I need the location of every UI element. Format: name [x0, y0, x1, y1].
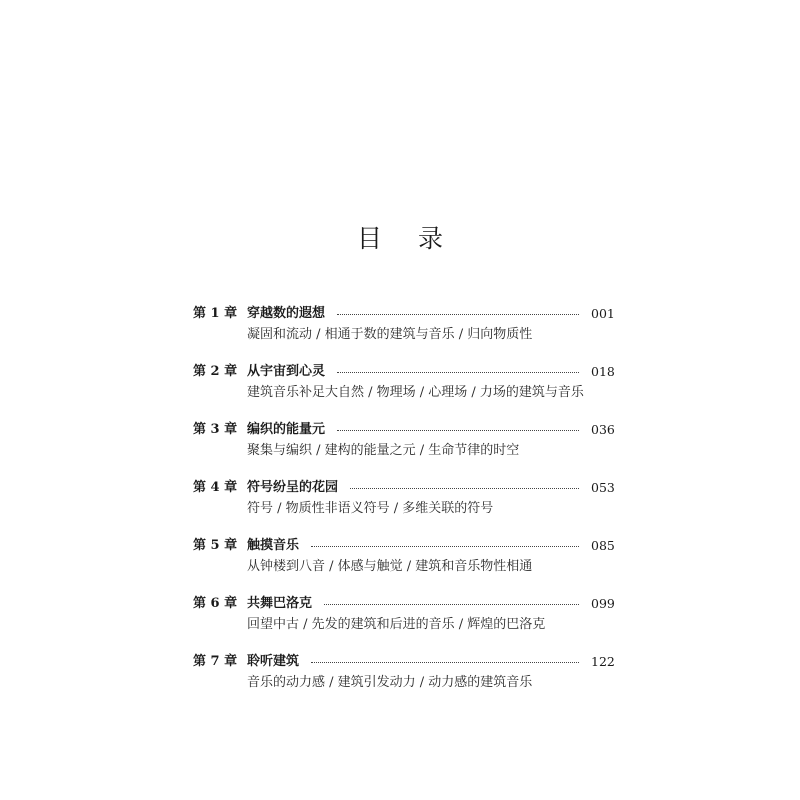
chapter-subtitle: 音乐的动力感 / 建筑引发动力 / 动力感的建筑音乐 — [247, 675, 533, 690]
chapter-title[interactable]: 编织的能量元 — [247, 422, 326, 437]
chapter-number: 第 5 章 — [193, 538, 238, 553]
page-number: 001 — [591, 306, 615, 321]
page-number: 018 — [591, 364, 615, 379]
toc-entry-6[interactable] — [193, 593, 613, 651]
toc-entry-3[interactable] — [193, 419, 613, 477]
toc-entry-5[interactable] — [193, 535, 613, 593]
chapter-subtitle: 聚集与编织 / 建构的能量之元 / 生命节律的时空 — [247, 443, 520, 458]
dot-leader — [311, 662, 579, 663]
page-number: 122 — [591, 654, 615, 669]
toc-entry-2[interactable] — [193, 361, 613, 419]
dot-leader — [337, 372, 579, 373]
chapter-title[interactable]: 共舞巴洛克 — [247, 596, 313, 611]
chapter-number: 第 1 章 — [193, 306, 238, 321]
page-number: 036 — [591, 422, 615, 437]
toc-entry-7[interactable] — [193, 651, 613, 709]
dot-leader — [337, 314, 579, 315]
chapter-title[interactable]: 从宇宙到心灵 — [247, 364, 326, 379]
dot-leader — [324, 604, 579, 605]
chapter-number: 第 4 章 — [193, 480, 238, 495]
chapter-number: 第 2 章 — [193, 364, 238, 379]
chapter-number: 第 6 章 — [193, 596, 238, 611]
toc-entry-1[interactable] — [193, 303, 613, 361]
chapter-number: 第 3 章 — [193, 422, 238, 437]
chapter-subtitle: 从钟楼到八音 / 体感与触觉 / 建筑和音乐物性相通 — [247, 559, 533, 574]
page-number: 099 — [591, 596, 615, 611]
chapter-number: 第 7 章 — [193, 654, 238, 669]
page-number: 053 — [591, 480, 615, 495]
chapter-title[interactable]: 聆听建筑 — [247, 654, 300, 669]
chapter-subtitle: 凝固和流动 / 相通于数的建筑与音乐 / 归向物质性 — [247, 327, 533, 342]
table-of-contents — [193, 303, 613, 709]
chapter-title[interactable]: 符号纷呈的花园 — [247, 480, 339, 495]
chapter-title[interactable]: 触摸音乐 — [247, 538, 300, 553]
dot-leader — [337, 430, 579, 431]
chapter-subtitle: 回望中古 / 先发的建筑和后进的音乐 / 辉煌的巴洛克 — [247, 617, 546, 632]
page-number: 085 — [591, 538, 615, 553]
dot-leader — [311, 546, 579, 547]
chapter-title[interactable]: 穿越数的遐想 — [247, 306, 326, 321]
chapter-subtitle: 符号 / 物质性非语义符号 / 多维关联的符号 — [247, 501, 494, 516]
page-title: 目 录 — [357, 224, 457, 253]
toc-entry-4[interactable] — [193, 477, 613, 535]
chapter-subtitle: 建筑音乐补足大自然 / 物理场 / 心理场 / 力场的建筑与音乐 — [247, 385, 584, 400]
dot-leader — [350, 488, 579, 489]
